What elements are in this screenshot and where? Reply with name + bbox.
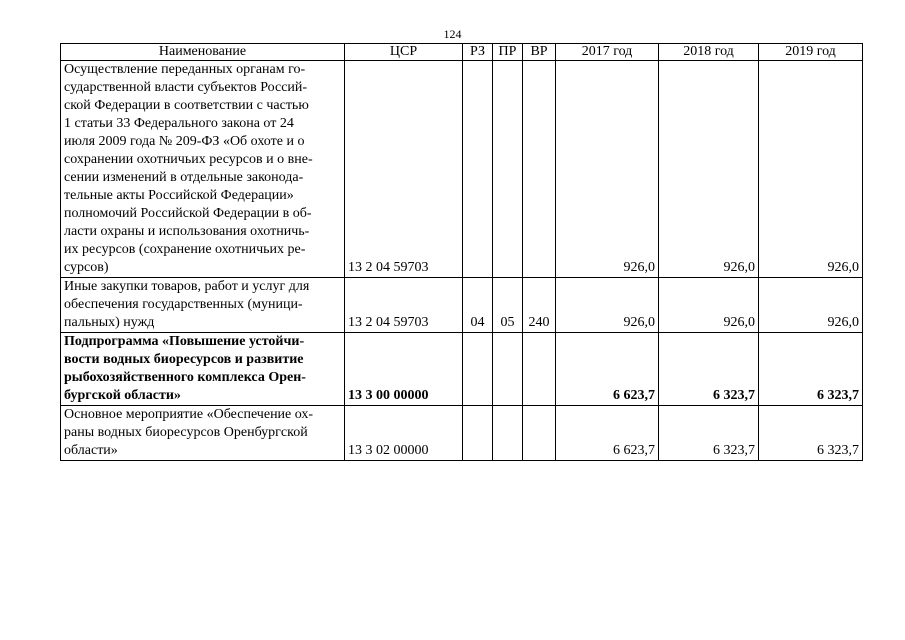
row-pr: 05 <box>493 278 523 333</box>
name-line: Основное мероприятие «Обеспечение ох- <box>64 407 314 422</box>
row-2019: 926,0 <box>759 61 863 278</box>
name-line: Иные закупки товаров, работ и услуг для <box>64 279 310 294</box>
name-line: Осуществление переданных органам го- <box>64 62 306 77</box>
row-rz: 04 <box>463 278 493 333</box>
name-line: бургской области» <box>64 388 181 403</box>
row-2018: 926,0 <box>659 61 759 278</box>
name-line: тельные акты Российской Федерации» <box>64 188 294 203</box>
budget-table <box>60 43 863 461</box>
name-line: пальных) нужд <box>64 315 155 330</box>
row-rz <box>463 333 493 406</box>
header-vr: ВР <box>523 44 556 61</box>
row-2019: 926,0 <box>759 278 863 333</box>
row-2017: 926,0 <box>556 61 659 278</box>
name-line: июля 2009 года № 209-ФЗ «Об охоте и о <box>64 134 305 149</box>
row-2019: 6 323,7 <box>759 333 863 406</box>
header-2017: 2017 год <box>556 44 659 61</box>
row-2017: 926,0 <box>556 278 659 333</box>
table-row <box>61 278 863 333</box>
row-pr <box>493 61 523 278</box>
name-line: полномочий Российской Федерации в об- <box>64 206 312 221</box>
header-rz: РЗ <box>463 44 493 61</box>
row-pr <box>493 333 523 406</box>
row-2019: 6 323,7 <box>759 406 863 461</box>
name-line: их ресурсов (сохранение охотничьих ре- <box>64 242 306 257</box>
table-row <box>61 61 863 278</box>
name-line: раны водных биоресурсов Оренбургской <box>64 425 308 440</box>
row-name <box>61 406 345 461</box>
row-vr <box>523 61 556 278</box>
row-csr: 13 3 02 00000 <box>345 406 463 461</box>
row-2017: 6 623,7 <box>556 406 659 461</box>
header-name: Наименование <box>61 44 345 61</box>
table-row <box>61 406 863 461</box>
header-2018: 2018 год <box>659 44 759 61</box>
row-name <box>61 61 345 278</box>
row-vr <box>523 333 556 406</box>
name-line: Подпрограмма «Повышение устойчи- <box>64 334 305 349</box>
row-name <box>61 333 345 406</box>
row-name <box>61 278 345 333</box>
header-csr: ЦСР <box>345 44 463 61</box>
name-line: рыбохозяйственного комплекса Орен- <box>64 370 306 385</box>
name-line: 1 статьи 33 Федерального закона от 24 <box>64 116 294 131</box>
name-line: области» <box>64 443 118 458</box>
row-csr: 13 2 04 59703 <box>345 278 463 333</box>
name-line: ласти охраны и использования охотничь- <box>64 224 310 239</box>
name-line: вости водных биоресурсов и развитие <box>64 352 304 367</box>
row-csr: 13 3 00 00000 <box>345 333 463 406</box>
name-line: обеспечения государственных (муници- <box>64 297 303 312</box>
row-rz <box>463 406 493 461</box>
page-number: 124 <box>443 27 462 41</box>
row-vr <box>523 406 556 461</box>
row-2018: 926,0 <box>659 278 759 333</box>
name-line: сении изменений в отдельные законода- <box>64 170 304 185</box>
row-2018: 6 323,7 <box>659 406 759 461</box>
row-vr: 240 <box>523 278 556 333</box>
name-line: сударственной власти субъектов Россий- <box>64 80 308 95</box>
row-2018: 6 323,7 <box>659 333 759 406</box>
row-pr <box>493 406 523 461</box>
table-row-subprogram <box>61 333 863 406</box>
header-pr: ПР <box>493 44 523 61</box>
header-2019: 2019 год <box>759 44 863 61</box>
row-rz <box>463 61 493 278</box>
name-line: сурсов) <box>64 260 109 275</box>
name-line: сохранении охотничьих ресурсов и о вне- <box>64 152 313 167</box>
row-csr: 13 2 04 59703 <box>345 61 463 278</box>
row-2017: 6 623,7 <box>556 333 659 406</box>
name-line: ской Федерации в соответствии с частью <box>64 98 309 113</box>
header-row <box>61 44 863 61</box>
